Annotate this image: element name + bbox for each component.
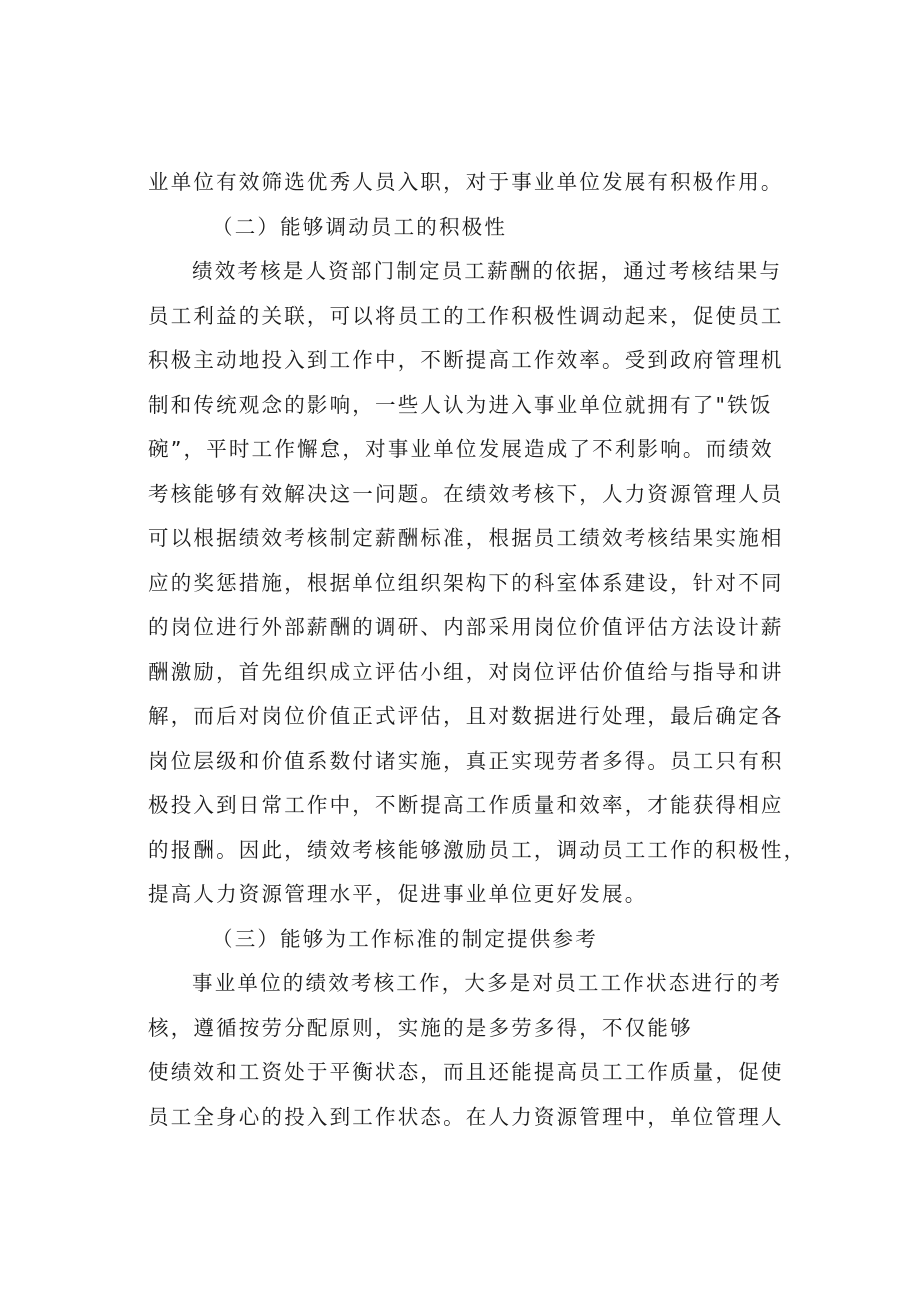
text-line: 员工全身心的投入到工作状态。在人力资源管理中，单位管理人 xyxy=(148,1104,784,1129)
document-body xyxy=(148,160,808,1139)
text-line: 考核能够有效解决这一问题。在绩效考核下，人力资源管理人员 xyxy=(148,481,784,506)
text-line: 业单位有效筛选优秀人员入职，对于事业单位发展有积极作用。 xyxy=(148,170,784,194)
text-line: 应的奖惩措施，根据单位组织架构下的科室体系建设，针对不同 xyxy=(148,570,784,595)
text-line: 酬激励，首先组织成立评估小组，对岗位评估价值给与指导和讲 xyxy=(148,659,784,684)
text-line: 碗”，平时工作懈怠，对事业单位发展造成了不利影响。而绩效 xyxy=(148,437,774,461)
text-line: 员工利益的关联，可以将员工的工作积极性调动起来，促使员工 xyxy=(148,303,784,328)
text-line: 可以根据绩效考核制定薪酬标准，根据员工绩效考核结果实施相 xyxy=(148,526,784,550)
text-line: 解，而后对岗位价值正式评估，且对数据进行处理，最后确定各 xyxy=(148,704,784,728)
section-heading-3: （三）能够为工作标准的制定提供参考 xyxy=(212,926,598,951)
text-line: 岗位层级和价值系数付诸实施，真正实现劳者多得。员工只有积 xyxy=(148,748,784,773)
text-line: 制和传统观念的影响，一些人认为进入事业单位就拥有了"铁饭 xyxy=(148,392,773,417)
text-line: 核，遵循按劳分配原则，实施的是多劳多得，不仅能够 xyxy=(148,1015,693,1040)
text-line: 使绩效和工资处于平衡状态，而且还能提高员工工作质量，促使 xyxy=(148,1060,784,1084)
paragraph-first-line: 绩效考核是人资部门制定员工薪酬的依据，通过考核结果与 xyxy=(192,259,783,283)
text-line: 提高人力资源管理水平，促进事业单位更好发展。 xyxy=(148,882,648,906)
text-line: 积极主动地投入到工作中，不断提高工作效率。受到政府管理机 xyxy=(148,348,784,372)
text-line: 的报酬。因此，绩效考核能够激励员工，调动员工工作的积极性， xyxy=(148,837,807,862)
paragraph-first-line: 事业单位的绩效考核工作，大多是对员工工作状态进行的考 xyxy=(192,971,783,995)
text-line: 极投入到日常工作中，不断提高工作质量和效率，才能获得相应 xyxy=(148,793,784,817)
text-line: 的岗位进行外部薪酬的调研、内部采用岗位价值评估方法设计薪 xyxy=(148,615,784,639)
section-heading-2: （二）能够调动员工的积极性 xyxy=(212,214,508,239)
